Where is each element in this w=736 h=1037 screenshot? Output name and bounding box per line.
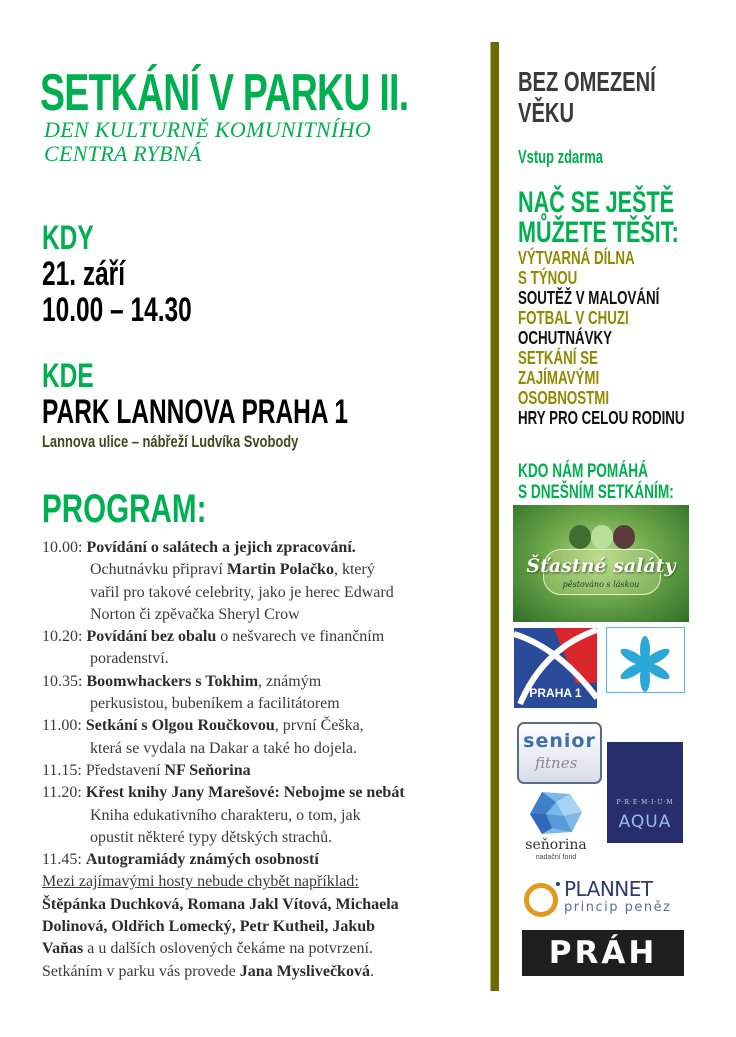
program-time: 10.00: (42, 539, 83, 556)
program-title: Autogramiády známých osobností (85, 851, 319, 869)
event-date: 21. září (42, 255, 126, 293)
logo-tagline: P·R·E·M·I·U·M (616, 799, 674, 806)
event-address: Lannova ulice – nábřeží Ludvíka Svobody (42, 432, 299, 451)
logo-stastne-salaty (513, 505, 689, 622)
program-text: , který (333, 561, 375, 579)
program-list (42, 537, 482, 983)
flower-icon (607, 628, 684, 692)
activity-item: SOUTĚŽ V MALOVÁNÍ (518, 287, 660, 308)
program-text: Norton či zpěvačka Sheryl Crow (90, 605, 300, 623)
event-title: SETKÁNÍ V PARKU II. (40, 64, 409, 122)
supporters-heading-line: S DNEŠNÍM SETKÁNÍM: (518, 482, 674, 503)
ring-icon (524, 883, 558, 917)
program-title: Boomwhackers s Tokhim (86, 672, 259, 690)
program-title: Setkání s Olgou Roučkovou (85, 717, 275, 735)
host-text: Setkáním v parku vás provede (42, 962, 240, 980)
host-name: Jana Myslivečková (239, 962, 370, 980)
lettuce-icon (591, 525, 613, 549)
activity-item: OCHUTNÁVKY (518, 327, 612, 348)
no-age-limit (518, 66, 656, 128)
logo-senior-fitnes (517, 722, 602, 784)
program-text: Ochutnávku připraví (90, 561, 227, 579)
program-text: Představení (81, 761, 165, 779)
logo-tagline: nadační fond (535, 854, 577, 861)
program-item (42, 537, 482, 626)
no-age-limit-line: VĚKU (518, 97, 575, 128)
guests-list: Dolinová, Oldřich Lomecký, Petr Kutheil, Jakub (42, 918, 376, 936)
logo-premium-aqua (607, 742, 683, 843)
logo-name: PRÁH (548, 935, 658, 971)
program-time: 11.45: (42, 851, 82, 869)
program-time: 11.00: (42, 717, 82, 735)
program-title: Povídání bez obalu (86, 628, 217, 646)
program-item (42, 849, 482, 871)
activity-item: HRY PRO CELOU RODINU (518, 407, 685, 428)
logo-praha-1 (514, 628, 597, 708)
program-text: opustit některé typy dětských strachů. (90, 828, 333, 846)
lettuce-icon (613, 525, 635, 549)
logo-prah (522, 930, 684, 976)
logo-name: Šťastné saláty (526, 555, 676, 577)
program-text: Kniha edukativního charakteru, o tom, jak (90, 806, 361, 824)
program-item (42, 715, 482, 760)
program-time: 11.20: (42, 784, 82, 802)
lettuce-icon (569, 525, 591, 549)
program-item (42, 782, 482, 849)
logo-name: senior (523, 730, 596, 752)
program-text: která se vydala na Dakar a také ho dojela. (90, 739, 357, 757)
event-time: 10.00 – 14.30 (42, 291, 192, 329)
guests-list: Štěpánka Duchková, Romana Jakl Vítová, Michaela (42, 895, 399, 913)
program-text: , známým (258, 672, 322, 690)
activities-list (518, 248, 685, 428)
when-label: KDY (42, 219, 94, 257)
program-text: , první Češka, (274, 717, 364, 735)
program-text: poradenství. (90, 650, 169, 668)
logo-name: PRAHA 1 (529, 686, 582, 700)
program-item (42, 626, 482, 671)
program-item (42, 760, 482, 782)
column-divider (490, 42, 499, 991)
supporters-heading (518, 461, 674, 503)
where-label: KDE (42, 357, 94, 395)
activity-item: OSOBNOSTMI (518, 387, 610, 408)
program-heading: PROGRAM: (42, 487, 207, 531)
look-forward-heading (518, 188, 679, 248)
guests-list: Vaňas (42, 940, 84, 958)
program-time: 10.35: (42, 672, 83, 690)
free-entry: Vstup zdarma (518, 147, 603, 167)
program-item (42, 671, 482, 716)
look-forward-line: NAČ SE JEŠTĚ (518, 186, 675, 219)
no-age-limit-line: BEZ OMEZENÍ (518, 66, 656, 97)
activity-item: S TÝNOU (518, 267, 578, 288)
program-text: perkusistou, bubeníkem a facilitátorem (90, 695, 340, 713)
look-forward-line: MŮŽETE TĚŠIT: (518, 216, 679, 249)
logo-tagline: pěstováno s láskou (562, 580, 640, 589)
activity-item: ZAJÍMAVÝMI (518, 367, 600, 388)
logo-name: AQUA (618, 812, 672, 832)
program-title: Křest knihy Jany Marešové: Nebojme se nebát (85, 784, 405, 802)
program-text: o nešvarech ve finančním (216, 628, 385, 646)
logo-name: PLANNET (564, 877, 653, 901)
logo-flower-emblem (606, 627, 685, 717)
logo-plannet (520, 877, 682, 919)
program-person: Martin Polačko (226, 561, 334, 579)
guests-note: a u dalších oslovených čekáme na potvrzení. (83, 940, 373, 958)
program-title: NF Seňorina (164, 761, 251, 779)
guests-intro: Mezi zajímavými hosty nebude chybět například: (42, 873, 359, 891)
program-time: 11.15: (42, 761, 82, 779)
program-time: 10.20: (42, 628, 83, 646)
logo-tagline: fitnes (535, 754, 578, 772)
event-place: PARK LANNOVA PRAHA 1 (42, 393, 349, 431)
host-text-end: . (369, 962, 374, 980)
program-text: vařil pro takové celebrity, jako je herec Edward (90, 583, 394, 601)
logo-tagline: princip peněz (564, 900, 672, 915)
logo-senorina (516, 790, 596, 868)
activity-item: SETKÁNÍ SE (518, 347, 598, 368)
supporters-heading-line: KDO NÁM POMÁHÁ (518, 461, 648, 482)
dot-icon (556, 882, 560, 886)
event-subtitle-line2: CENTRA RYBNÁ (44, 141, 202, 166)
crystal-icon (516, 790, 596, 836)
event-subtitle-line1: DEN KULTURNĚ KOMUNITNÍHO (44, 117, 372, 142)
emblem-frame (606, 627, 685, 693)
activity-item: VÝTVARNÁ DÍLNA (518, 247, 635, 268)
program-title: Povídání o salátech a jejich zpracování. (86, 539, 356, 556)
activity-item: FOTBAL V CHUZI (518, 307, 629, 328)
logo-name: seňorina (525, 837, 587, 853)
